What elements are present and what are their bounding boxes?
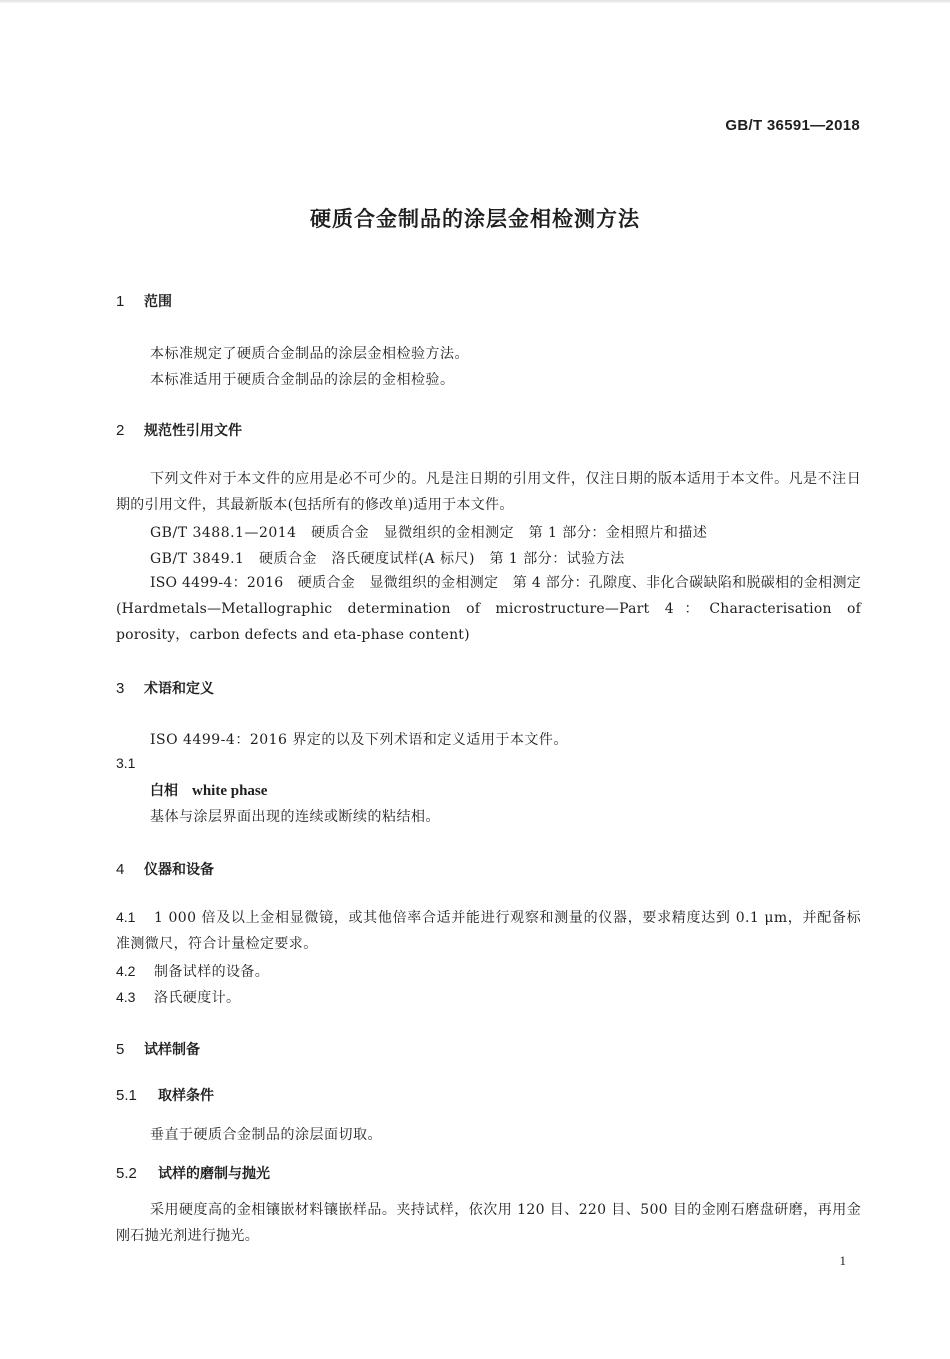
subsection-5-1-heading <box>116 1085 214 1105</box>
section-title: 仪器和设备 <box>144 862 214 878</box>
section-title: 规范性引用文件 <box>144 423 242 439</box>
section-number: 3 <box>116 680 125 697</box>
section-5-heading <box>116 1039 200 1059</box>
item-number: 4.3 <box>116 989 136 1005</box>
scope-paragraph-1: 本标准规定了硬质合金制品的涂层金相检验方法。 <box>150 346 469 362</box>
equipment-item <box>116 904 861 957</box>
equipment-item <box>116 961 269 981</box>
item-text: 洛氏硬度计。 <box>154 990 241 1006</box>
page-number: 1 <box>839 1253 846 1268</box>
item-text: 1 000 倍及以上金相显微镜，或其他倍率合适并能进行观察和测量的仪器，要求精度达到 0.1 μm，并配备标准测微尺，符合计量检定要求。 <box>116 910 861 952</box>
normative-references-intro: 下列文件对于本文件的应用是必不可少的。凡是注日期的引用文件，仅注日期的版本适用于本文件。凡是不注日期的引用文件，其最新版本(包括所有的修改单)适用于本文件。 <box>116 471 861 513</box>
item-text: 制备试样的设备。 <box>154 964 270 980</box>
section-number: 1 <box>116 293 125 310</box>
section-title: 范围 <box>144 294 172 310</box>
item-number: 4.1 <box>116 909 136 925</box>
term-chinese: 白相 <box>150 783 178 799</box>
subsection-number: 5.2 <box>116 1165 137 1182</box>
reference-item: GB/T 3849.1 硬质合金 洛氏硬度试样(A 标尺) 第 1 部分：试验方法 <box>150 551 625 567</box>
section-1-heading <box>116 291 172 311</box>
document-id: GB/T 36591—2018 <box>725 117 860 134</box>
term-english: white phase <box>192 783 268 799</box>
sampling-text: 垂直于硬质合金制品的涂层面切取。 <box>150 1127 382 1143</box>
term-entry <box>150 780 267 800</box>
reference-item: GB/T 3488.1—2014 硬质合金 显微组织的金相测定 第 1 部分：金相照片和描述 <box>150 525 708 541</box>
term-definition: 基体与涂层界面出现的连续或断续的粘结相。 <box>150 809 440 825</box>
reference-item: ISO 4499-4：2016 硬质合金 显微组织的金相测定 第 4 部分：孔隙度、非化合碳缺陷和脱碳相的金相测定(Hardmetals—Metallographic determination of microstructure—Part 4：Characterisation of porosity，carbon defects and eta-phase content) <box>116 575 861 643</box>
terms-intro: ISO 4499-4：2016 界定的以及下列术语和定义适用于本文件。 <box>150 732 568 748</box>
section-number: 4 <box>116 861 125 878</box>
document-title: 硬质合金制品的涂层金相检测方法 <box>310 207 640 231</box>
section-3-heading <box>116 678 214 698</box>
section-4-heading <box>116 859 214 879</box>
section-2-heading <box>116 420 242 440</box>
scope-paragraph-2: 本标准适用于硬质合金制品的涂层的金相检验。 <box>150 372 455 388</box>
section-title: 试样制备 <box>144 1042 200 1058</box>
equipment-item <box>116 987 240 1007</box>
section-number: 2 <box>116 422 125 439</box>
page-top-edge <box>0 0 950 3</box>
item-number: 4.2 <box>116 963 136 979</box>
clause-number: 3.1 <box>116 755 136 771</box>
subsection-title: 取样条件 <box>158 1088 214 1104</box>
subsection-5-2-heading <box>116 1163 270 1183</box>
subsection-number: 5.1 <box>116 1087 137 1104</box>
subsection-title: 试样的磨制与抛光 <box>158 1166 270 1182</box>
section-title: 术语和定义 <box>144 681 214 697</box>
section-number: 5 <box>116 1041 125 1058</box>
grinding-polishing-text: 采用硬度高的金相镶嵌材料镶嵌样品。夹持试样，依次用 120 目、220 目、500 目的金刚石磨盘研磨，再用金刚石抛光剂进行抛光。 <box>116 1202 861 1244</box>
